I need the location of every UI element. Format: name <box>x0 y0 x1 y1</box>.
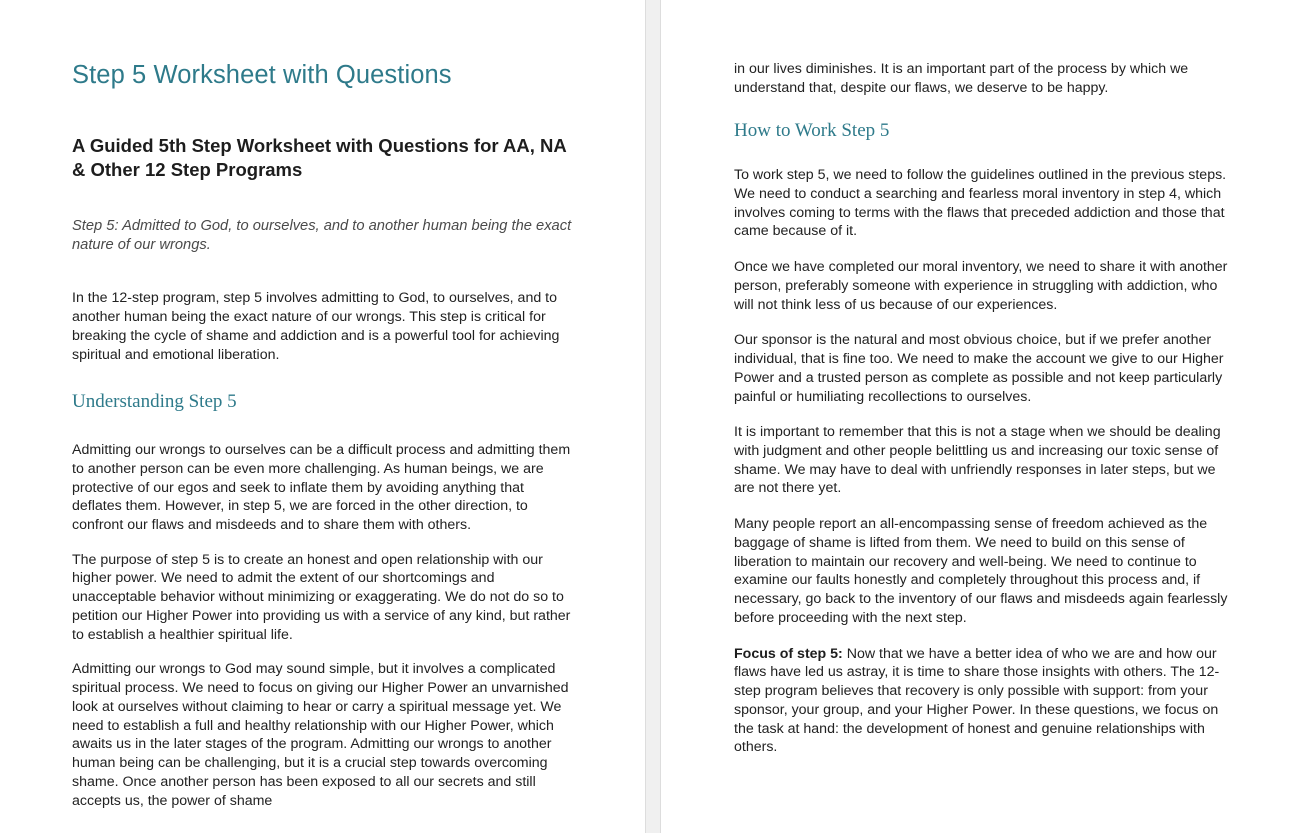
paragraph: Our sponsor is the natural and most obvious choice, but if we prefer another individual, that is fine too. We need to make the account we give to our Higher Power and a trusted person as complete as possible and not keep particularly painful or humiliating recollections to ourselves. <box>734 332 1224 405</box>
focus-paragraph <box>734 645 1240 757</box>
intro-paragraph: In the 12-step program, step 5 involves admitting to God, to ourselves, and to another human being the exact nature of our wrongs. This step is critical for breaking the cycle of shame and addiction and is a powerful tool for achieving spiritual and emotional liberation. <box>72 290 560 363</box>
right-column <box>661 0 1306 833</box>
paragraph-continued: in our lives diminishes. It is an important part of the process by which we understand that, despite our flaws, we deserve to be happy. <box>734 61 1189 96</box>
left-column <box>0 0 645 833</box>
paragraph: Admitting our wrongs to ourselves can be a difficult process and admitting them to another person can be even more challenging. As human beings, we are protective of our egos and seek to inflate them by avoiding anything that deflates them. However, in step 5, we are forced in the other direction, to confront our flaws and misdeeds and to share them with others. <box>72 442 571 533</box>
paragraph: It is important to remember that this is not a stage when we should be dealing with judgment and other people belittling us and increasing our toxic sense of shame. We may have to deal with unfriendly responses in later steps, but we are not there yet. <box>734 424 1221 497</box>
page-title: Step 5 Worksheet with Questions <box>72 61 452 89</box>
step-quote: Step 5: Admitted to God, to ourselves, and to another human being the exact nature of our wrongs. <box>72 218 572 254</box>
section-heading-how-to-work: How to Work Step 5 <box>734 120 890 142</box>
focus-text: Now that we have a better idea of who we are and how our flaws have led us astray, it is time to share those insights with others. The 12-step program believes that recovery is only possible with support: from your sponsor, your group, and your Higher Power. In these questions, we focus on the task at hand: the development of honest and genuine relationships with others. <box>734 645 1220 756</box>
column-gutter <box>645 0 661 833</box>
page-subtitle: A Guided 5th Step Worksheet with Questions for AA, NA & Other 12 Step Programs <box>72 134 567 180</box>
paragraph: Many people report an all-encompassing sense of freedom achieved as the baggage of shame is lifted from them. We need to build on this sense of liberation to maintain our recovery and well-being. We need to continue to examine our faults honestly and completely throughout this process and, if necessary, go back to the inventory of our flaws and misdeeds again fearlessly before proceeding with the next step. <box>734 516 1228 626</box>
section-heading-understanding: Understanding Step 5 <box>72 391 237 413</box>
focus-label: Focus of step 5: <box>734 645 843 662</box>
paragraph: Once we have completed our moral inventory, we need to share it with another person, preferably someone with experience in struggling with addiction, who will not think less of us because of our experiences. <box>734 259 1228 313</box>
paragraph: To work step 5, we need to follow the guidelines outlined in the previous steps. We need to conduct a searching and fearless moral inventory in step 4, which involves coming to terms with the flaws that preceded addiction and those that came because of it. <box>734 167 1227 240</box>
paragraph: Admitting our wrongs to God may sound simple, but it involves a complicated spiritual process. We need to focus on giving our Higher Power an unvarnished look at ourselves without claiming to hear or carry a spiritual message yet. We need to establish a full and healthy relationship with our Higher Power, which awaits us in the later stages of the program. Admitting our wrongs to another human being can be challenging, but it is a crucial step towards overcoming shame. Once another person has been exposed to all our secrets and still accepts us, the power of shame <box>72 661 569 809</box>
paragraph: The purpose of step 5 is to create an honest and open relationship with our higher power. We need to admit the extent of our shortcomings and unacceptable behavior without minimizing or exaggerating. We do not do so to petition our Higher Power into providing us with a service of any kind, but rather to establish a healthier spiritual life. <box>72 551 571 643</box>
